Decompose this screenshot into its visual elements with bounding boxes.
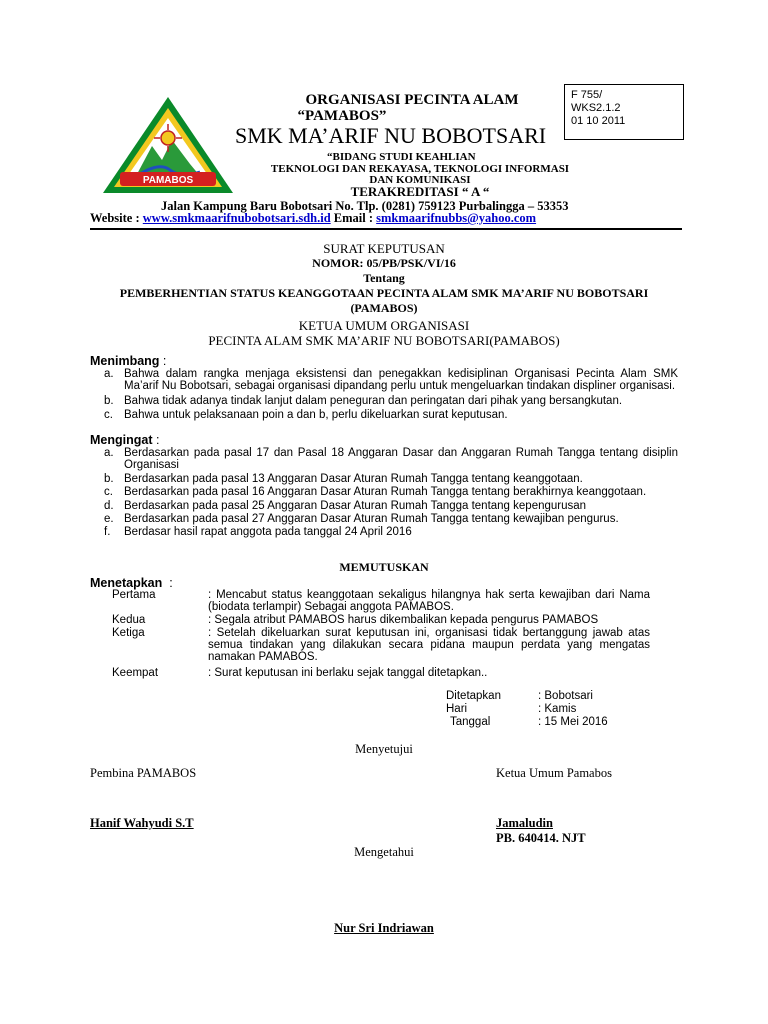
accreditation: TERAKREDITASI “ A “ — [350, 184, 490, 199]
item-mark: c. — [104, 409, 113, 421]
list-item — [90, 395, 678, 407]
decision-row — [112, 589, 650, 615]
decision-text: : Surat keputusan ini berlaku sejak tanggal ditetapkan.. — [208, 667, 488, 679]
org-line2: “PAMABOS” — [297, 108, 387, 124]
decision-text: : Mencabut status keanggotaan sekaligus hilangnya hak serta kewajiban dari Nama (biodata terlampir) Sebagai anggota PAMABOS. — [208, 589, 650, 613]
mengingat-section — [90, 433, 678, 538]
menimbang-colon: : — [159, 354, 167, 368]
item-text: Berdasarkan pada pasal 27 Anggaran Dasar Aturan Rumah Tangga tentang kewajiban pengurus. — [124, 513, 619, 525]
bottom-name: Nur Sri Indriawan — [334, 921, 434, 935]
item-mark: e. — [104, 513, 114, 525]
decision-row — [112, 614, 650, 627]
mengingat-heading: Mengingat — [90, 433, 153, 447]
email-link[interactable]: smkmaarifnubbs@yahoo.com — [376, 211, 537, 225]
penetapan-label: Tanggal — [450, 716, 491, 728]
form-code-box — [564, 84, 684, 140]
decision-text: : Setelah dikeluarkan surat keputusan ini, organisasi tidak bertanggung jawab atas semua tindakan yang dilakukan secara pidana maupun perdata yang mengatas namakan PAMABOS. — [208, 627, 650, 663]
item-text: Berdasar hasil rapat anggota pada tanggal 24 April 2016 — [124, 526, 412, 538]
penetapan-label: Hari — [446, 703, 468, 715]
menimbang-list — [90, 368, 678, 421]
website-link[interactable]: www.smkmaarifnubobotsari.sdh.id — [142, 211, 331, 225]
left-name: Hanif Wahyudi S.T — [90, 816, 194, 830]
title-number: NOMOR: 05/PB/PSK/VI/16 — [312, 256, 456, 270]
decision-label: Ketiga — [112, 627, 145, 639]
item-text: Bahwa dalam rangka menjaga eksistensi dan penegakkan kedisiplinan Organisasi Pecinta Alam SMK Ma’arif Nu Bobotsari, sebagai organisasi dipandang perlu untuk mengeluarkan tindakan displiner organisasi. — [124, 368, 678, 392]
title-line1: SURAT KEPUTUSAN — [323, 241, 445, 256]
right-role: Ketua Umum Pamabos — [496, 766, 612, 780]
decision-label: Keempat — [112, 667, 159, 679]
pamabos-logo — [100, 94, 236, 196]
decision-row — [112, 627, 650, 665]
school-name: SMK MA’ARIF NU BOBOTSARI — [235, 123, 547, 148]
decision-label: Pertama — [112, 589, 156, 601]
item-text: Berdasarkan pada pasal 16 Anggaran Dasar Aturan Rumah Tangga tentang berakhirnya keanggotaan. — [124, 486, 647, 498]
list-item — [90, 486, 678, 498]
title-block — [84, 241, 684, 316]
penetapan-value: : 15 Mei 2016 — [538, 716, 608, 728]
penetapan-row — [446, 690, 646, 703]
item-mark: a. — [104, 368, 114, 380]
mengingat-heading-row — [90, 433, 678, 447]
decision-text: : Segala atribut PAMABOS harus dikembalikan kepada pengurus PAMABOS — [208, 614, 599, 626]
menetapkan-label: Menetapkan — [90, 576, 163, 590]
menetapkan-colon: : — [162, 576, 173, 590]
title-subject: PEMBERHENTIAN STATUS KEANGGOTAAN PECINTA ALAM SMK MA’ARIF NU BOBOTSARI — [119, 286, 649, 300]
decision-label: Kedua — [112, 614, 146, 626]
form-code-1: F 755/ — [571, 89, 603, 101]
menetapkan-row — [90, 576, 173, 590]
item-text: Berdasarkan pada pasal 13 Anggaran Dasar Aturan Rumah Tangga tentang keanggotaan. — [124, 473, 583, 485]
contact-line — [90, 211, 536, 225]
item-mark: d. — [104, 500, 114, 512]
penetapan-label: Ditetapkan — [446, 690, 501, 702]
item-mark: b. — [104, 473, 114, 485]
address: Jalan Kampung Baru Bobotsari No. Tlp. (0281) 759123 Purbalingga – 53353 — [161, 199, 569, 213]
form-code-2: WKS2.1.2 — [571, 102, 621, 114]
item-text: Bahwa untuk pelaksanaan poin a dan b, perlu dikeluarkan surat keputusan. — [124, 409, 508, 421]
issuer-line1: KETUA UMUM ORGANISASI — [298, 318, 470, 333]
item-text: Bahwa tidak adanya tindak lanjut dalam peneguran dan peringatan dari pihak yang bersangkutan. — [124, 395, 623, 407]
penetapan-row — [446, 716, 646, 729]
item-mark: c. — [104, 486, 113, 498]
item-mark: f. — [104, 526, 111, 538]
penetapan-row — [446, 703, 646, 716]
menyetujui-label: Menyetujui — [355, 742, 413, 756]
field-line1: “BIDANG STUDI KEAHLIAN — [327, 151, 476, 163]
penetapan-value: : Bobotsari — [538, 690, 593, 702]
list-item — [90, 526, 678, 538]
website-label: Website : — [90, 211, 140, 225]
menimbang-heading-row — [90, 354, 678, 368]
issuer-block — [84, 318, 684, 348]
field-line2: TEKNOLOGI DAN REKAYASA, TEKNOLOGI INFORMASI — [270, 163, 570, 175]
email-label: Email : — [333, 211, 374, 225]
title-tentang: Tentang — [363, 271, 405, 285]
mengetahui-label: Mengetahui — [354, 845, 414, 859]
form-code-3: 01 10 2011 — [571, 115, 626, 127]
item-mark: a. — [104, 447, 114, 459]
menimbang-heading: Menimbang — [90, 354, 160, 368]
penetapan-value: : Kamis — [538, 703, 577, 715]
list-item — [90, 368, 678, 392]
list-item — [90, 513, 678, 525]
item-mark: b. — [104, 395, 114, 407]
logo-text: PAMABOS — [142, 175, 194, 186]
org-line1: ORGANISASI PECINTA ALAM — [305, 92, 519, 108]
left-role: Pembina PAMABOS — [90, 766, 197, 780]
menimbang-section — [90, 354, 678, 421]
title-subject-2: (PAMABOS) — [350, 301, 418, 315]
item-text: Berdasarkan pada pasal 17 dan Pasal 18 Anggaran Dasar dan Anggaran Rumah Tangga tentang disiplin Organisasi — [124, 447, 678, 471]
mengingat-list — [90, 447, 678, 538]
item-text: Berdasarkan pada pasal 25 Anggaran Dasar Aturan Rumah Tangga tentang kepengurusan — [124, 500, 587, 512]
list-item — [90, 500, 678, 512]
header-divider — [90, 228, 682, 230]
right-name: Jamaludin — [496, 816, 553, 830]
right-id: PB. 640414. NJT — [496, 831, 586, 845]
penetapan-block — [446, 690, 646, 729]
list-item — [90, 447, 678, 471]
mengingat-colon: : — [152, 433, 160, 447]
list-item — [90, 473, 678, 485]
decision-row — [112, 667, 650, 680]
field-line3: DAN KOMUNIKASI — [369, 174, 471, 186]
memutuskan-heading: MEMUTUSKAN — [339, 560, 429, 574]
issuer-line2: PECINTA ALAM SMK MA’ARIF NU BOBOTSARI(PAMABOS) — [208, 333, 560, 348]
list-item — [90, 409, 678, 421]
